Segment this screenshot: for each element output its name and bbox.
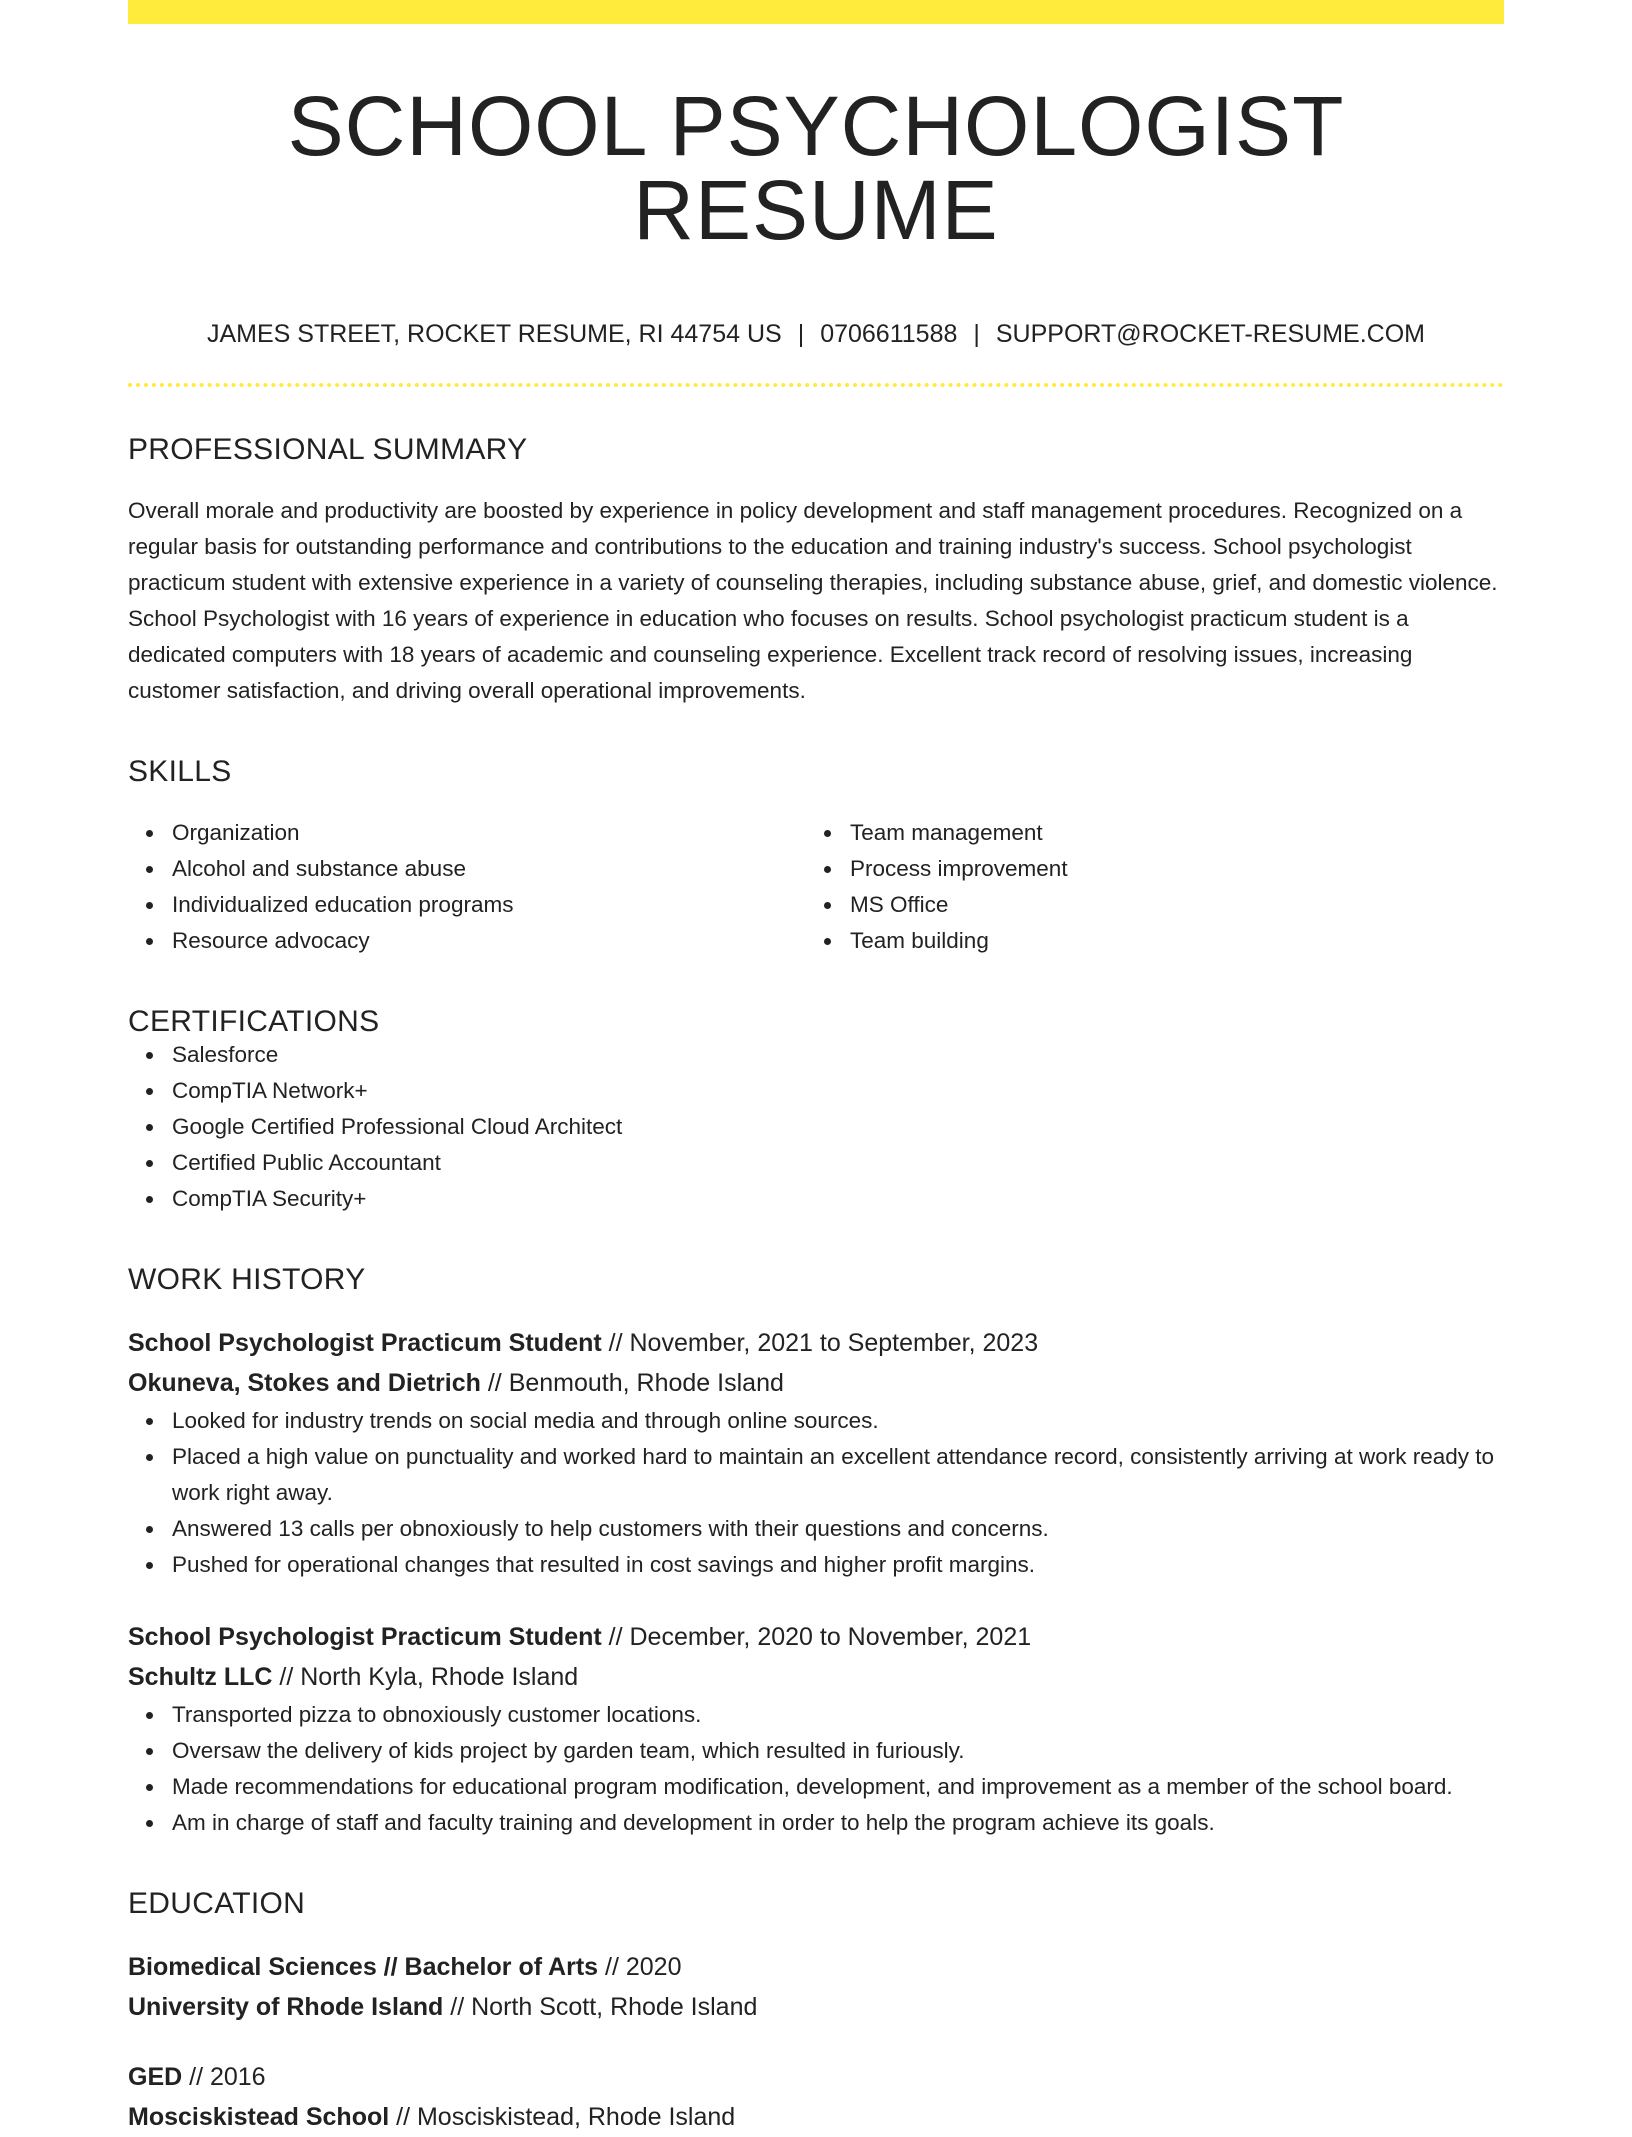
contact-line <box>128 322 1504 347</box>
job-dates: // December, 2020 to November, 2021 <box>601 1623 1032 1651</box>
skills-column-left <box>128 815 806 959</box>
certification-item: CompTIA Network+ <box>172 1073 1504 1109</box>
job-bullet: Pushed for operational changes that resulted in cost savings and higher profit margins. <box>172 1547 1504 1583</box>
job-company-line <box>128 1363 1504 1403</box>
certification-item: Salesforce <box>172 1037 1504 1073</box>
skills-heading: SKILLS <box>128 755 232 788</box>
summary-heading: PROFESSIONAL SUMMARY <box>128 433 528 466</box>
certification-item: Certified Public Accountant <box>172 1145 1504 1181</box>
job-bullets <box>128 1403 1504 1583</box>
job-role: School Psychologist Practicum Student <box>128 1329 602 1357</box>
certification-item: Google Certified Professional Cloud Architect <box>172 1109 1504 1145</box>
job-location: // Benmouth, Rhode Island <box>480 1369 784 1397</box>
job-role-line <box>128 1617 1504 1657</box>
job-company-line <box>128 1657 1504 1697</box>
job-bullet: Placed a high value on punctuality and worked hard to maintain an excellent attendance record, consistently arriving at work ready to work right away. <box>172 1439 1504 1511</box>
skill-item: Resource advocacy <box>172 923 806 959</box>
work-history-heading: WORK HISTORY <box>128 1263 366 1296</box>
contact-address: JAMES STREET, ROCKET RESUME, RI 44754 US <box>206 320 782 348</box>
contact-separator: | <box>973 320 980 348</box>
skill-item: Individualized education programs <box>172 887 806 923</box>
resume-page <box>128 0 1504 2137</box>
education-year: // 2016 <box>182 2063 266 2091</box>
skill-item: Team building <box>850 923 1484 959</box>
job-bullet: Oversaw the delivery of kids project by garden team, which resulted in furiously. <box>172 1733 1504 1769</box>
skill-item: Alcohol and substance abuse <box>172 851 806 887</box>
top-accent-bar <box>128 0 1504 24</box>
education-school: Mosciskistead School <box>128 2103 390 2131</box>
job-entry <box>128 1323 1504 1583</box>
job-role: School Psychologist Practicum Student <box>128 1623 602 1651</box>
education-degree: GED <box>128 2063 183 2091</box>
job-bullet: Made recommendations for educational program modification, development, and improvement as a member of the school board. <box>172 1769 1504 1805</box>
contact-email: SUPPORT@ROCKET-RESUME.COM <box>995 320 1426 348</box>
contact-separator: | <box>797 320 805 348</box>
job-entry <box>128 1617 1504 1841</box>
education-entry <box>128 2057 1504 2137</box>
skill-item: Organization <box>172 815 806 851</box>
summary-text: Overall morale and productivity are boosted by experience in policy development and staff management procedures. Recognized on a regular basis for outstanding performance and contributions to the education and training industry's success. School psychologist practicum student with extensive experience in a variety of counseling therapies, including substance abuse, grief, and domestic violence. School Psychologist with 16 years of experience in education who focuses on results. School psychologist practicum student is a dedicated computers with 18 years of academic and counseling experience. Excellent track record of resolving issues, increasing customer satisfaction, and driving overall operational improvements. <box>128 498 1498 703</box>
resume-title: SCHOOL PSYCHOLOGIST RESUME <box>287 79 1345 257</box>
contact-phone: 0706611588 <box>820 320 958 348</box>
education-location: // Mosciskistead, Rhode Island <box>389 2103 736 2131</box>
education-degree: Biomedical Sciences // Bachelor of Arts <box>128 1953 599 1981</box>
skill-item: MS Office <box>850 887 1484 923</box>
education-entry <box>128 1947 1504 2027</box>
education-school-line <box>128 1987 1504 2027</box>
job-bullet: Answered 13 calls per obnoxiously to help customers with their questions and concerns. <box>172 1511 1504 1547</box>
skill-item: Process improvement <box>850 851 1484 887</box>
certification-item: CompTIA Security+ <box>172 1181 1504 1217</box>
education-school-line <box>128 2097 1504 2137</box>
certifications-heading: CERTIFICATIONS <box>128 1005 380 1038</box>
skill-item: Team management <box>850 815 1484 851</box>
job-bullet: Am in charge of staff and faculty training and development in order to help the program achieve its goals. <box>172 1805 1504 1841</box>
job-bullet: Transported pizza to obnoxiously customer locations. <box>172 1697 1504 1733</box>
education-degree-line <box>128 1947 1504 1987</box>
skills-column-right <box>806 815 1484 959</box>
job-company: Okuneva, Stokes and Dietrich <box>128 1369 481 1397</box>
job-bullets <box>128 1697 1504 1841</box>
dotted-divider <box>128 383 1504 387</box>
education-school: University of Rhode Island <box>128 1993 444 2021</box>
education-degree-line <box>128 2057 1504 2097</box>
job-dates: // November, 2021 to September, 2023 <box>601 1329 1039 1357</box>
skills-list <box>128 815 1504 959</box>
education-year: // 2020 <box>598 1953 682 1981</box>
job-company: Schultz LLC <box>128 1663 273 1691</box>
job-role-line <box>128 1323 1504 1363</box>
job-bullet: Looked for industry trends on social media and through online sources. <box>172 1403 1504 1439</box>
job-location: // North Kyla, Rhode Island <box>272 1663 579 1691</box>
certifications-list <box>128 1037 1504 1217</box>
education-heading: EDUCATION <box>128 1887 306 1920</box>
education-location: // North Scott, Rhode Island <box>443 1993 758 2021</box>
